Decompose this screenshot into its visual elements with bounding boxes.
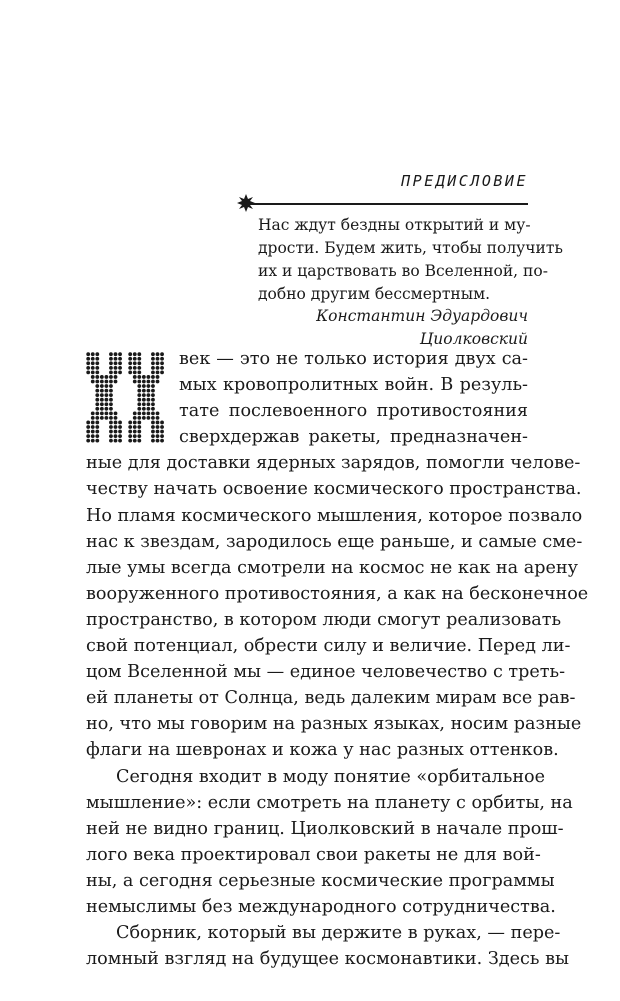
body-line: мышление»: если смотреть на планету с орбиты, на (86, 792, 573, 813)
body-line: цом Вселенной мы — единое человечество с треть- (86, 662, 566, 683)
author-line: Константин Эдуардович (316, 307, 528, 325)
epigraph (258, 214, 563, 306)
body-text (86, 346, 589, 972)
body-line: свой потенциал, обрести силу и величие. Перед ли- (86, 636, 571, 657)
body-line: сверхдержав ракеты, предназначен- (179, 427, 528, 448)
epigraph-line: их и царствовать во Вселенной, по- (258, 262, 548, 280)
body-line: пространство, в котором люди смогут реализовать (86, 609, 562, 630)
section-title: ПРЕДИСЛОВИЕ (401, 172, 528, 190)
body-line: лые умы всегда смотрели на космос не как на арену (86, 557, 578, 578)
author-line: Циолковский (419, 330, 528, 348)
body-line: Но пламя космического мышления, которое позвало (86, 505, 583, 526)
epigraph-line: добно другим бессмертным. (258, 285, 491, 303)
body-line: лого века проектировал свои ракеты не для вой- (86, 844, 541, 865)
body-line: ны, а сегодня серьезные космические программы (86, 870, 555, 891)
body-line: ломный взгляд на будущее космонавтики. Здесь вы (86, 949, 569, 970)
body-line: но, что мы говорим на разных языках, носим разные (86, 714, 582, 735)
body-line: вооруженного противостояния, а как на бесконечное (86, 583, 589, 604)
epigraph-author (316, 305, 528, 351)
body-line: тате послевоенного противостояния (179, 401, 528, 422)
body-line: честву начать освоение космического пространства. (86, 479, 582, 500)
body-line: флаги на шевронах и кожа у нас разных оттенков. (86, 740, 559, 761)
epigraph-line: Нас ждут бездны открытий и му- (258, 216, 531, 234)
body-line: Сборник, который вы держите в руках, — пере- (116, 923, 561, 944)
body-line: ней не видно границ. Циолковский в начале прош- (86, 818, 564, 839)
epigraph-line: дрости. Будем жить, чтобы получить (258, 239, 563, 257)
body-line: немыслимы без международного сотрудничества. (86, 896, 556, 917)
body-line: нас к звездам, зародилось еще раньше, и самые сме- (86, 531, 583, 552)
header-rule (248, 203, 528, 205)
body-line: Сегодня входит в моду понятие «орбитальное (116, 766, 546, 787)
body-line: мых кровопролитных войн. В резуль- (179, 375, 528, 396)
body-line: ей планеты от Солнца, ведь далеким мирам все рав- (86, 688, 576, 709)
body-line: век — это не только история двух са- (179, 349, 528, 369)
body-line: ные для доставки ядерных зарядов, помогли челове- (86, 453, 581, 474)
